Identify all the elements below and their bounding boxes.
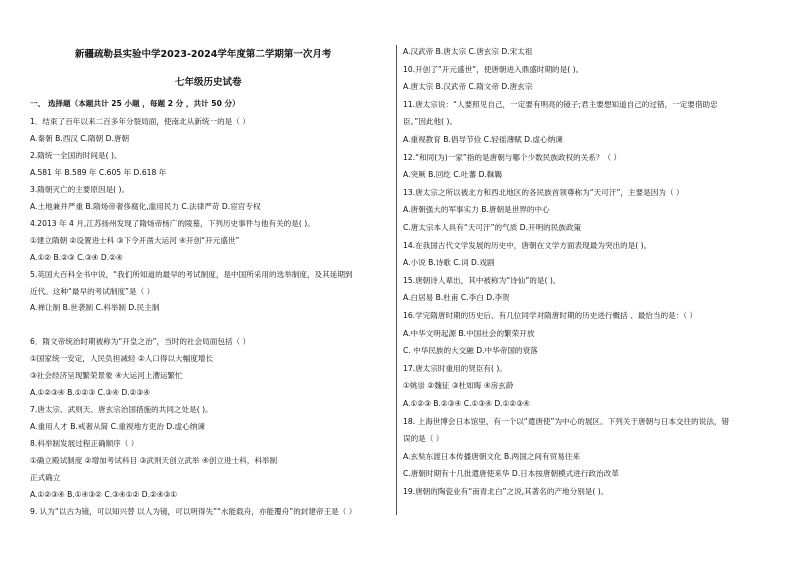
left-column bbox=[30, 0, 392, 561]
question-line: A.①② B.②③ C.③④ D.②④ bbox=[30, 252, 123, 262]
question-line: 15.唐朝诗人辈出，其中被称为“诗仙”的是( )。 bbox=[403, 275, 561, 285]
question-line: ①国家统一安定，人民负担减轻 ②人口得以大幅度增长 bbox=[30, 354, 214, 364]
question-line: 近代。这种“最早的考试制度”是（ ） bbox=[30, 286, 155, 296]
question-line: 误的是（ ） bbox=[403, 434, 444, 444]
question-line: A.唐朝强大的军事实力 B.唐朝是世界的中心 bbox=[403, 205, 550, 215]
question-line: 3.隋朝灭亡的主要原因是( )。 bbox=[30, 184, 130, 194]
question-line: 10.开创了“开元盛世”，使唐朝进入鼎盛时期的是( )。 bbox=[403, 64, 584, 74]
question-line: 12.“和同(为)一家”指的是唐朝与哪个少数民族政权的关系？（ ） bbox=[403, 152, 622, 162]
question-line: 1．结束了百年以来二百多年分裂局面，使南北从新统一的是（ ） bbox=[30, 117, 250, 126]
question-line: 7.唐太宗、武则天、唐玄宗治国措施的共同之处是( )。 bbox=[30, 405, 213, 415]
question-line: 11.唐太宗说：“人要照见自己，一定要有明亮的镜子;君主要想知道自己的过错，一定要借助忠 bbox=[403, 99, 718, 109]
question-line: A.小说 B.诗歌 C.词 D.戏剧 bbox=[403, 258, 495, 268]
question-line: A.土地兼并严重 B.隋炀帝奢侈腐化,滥用民力 C.法律严苛 D.宦官专权 bbox=[30, 201, 261, 211]
question-line: ①建立隋朝 ②设置进士科 ③下令开凿大运河 ④开创“开元盛世” bbox=[30, 235, 240, 245]
question-line: A.白居易 B.杜甫 C.李白 D.李贺 bbox=[403, 293, 510, 303]
question-line: A.玄奘东渡日本传播唐朝文化 B.两国之间有贸易往来 bbox=[403, 451, 580, 461]
question-line: 4.2013 年 4 月,江苏扬州发现了隋炀帝杨广的陵墓，下列历史事件与他有关的是( )。 bbox=[30, 218, 315, 228]
question-line: ①确立殿试制度 ②增加考试科目 ③武则天创立武举 ④创立进士科，科举制 bbox=[30, 456, 278, 465]
question-line: A.581 年 B.589 年 C.605 年 D.618 年 bbox=[30, 167, 167, 177]
exam-subtitle: 七年级历史试卷 bbox=[175, 77, 242, 88]
question-line: 5.英国大百科全书中说，“我们所知道的最早的考试制度，是中国所采用的选举制度，及其延期到 bbox=[30, 269, 353, 279]
question-line: 8.科举制发展过程正确顺序（ ） bbox=[30, 439, 139, 449]
question-line: A.禅让制 B.世袭制 C.科举制 D.民主制 bbox=[30, 303, 160, 313]
question-line: 16.学完隋唐时期的历史后、有几位同学对隋唐时期的历史进行概括 、最恰当的是：（ ） bbox=[403, 311, 698, 320]
question-line: 18. 上海世博会日本馆里，有一个以“遣唐使”为中心的展区。下列关于唐朝与日本交往的说法，错 bbox=[403, 416, 730, 426]
exam-title: 新疆疏勒县实验中学2023-2024学年度第二学期第一次月考 bbox=[75, 49, 332, 60]
question-line: A.①②③ B.②③④ C.①③④ D.①②③④ bbox=[403, 399, 530, 408]
question-line: C. 中华民族的大交融 D.中华帝国的衰落 bbox=[403, 346, 538, 356]
question-line: 17.唐太宗时重用的贤臣有( )。 bbox=[403, 363, 507, 373]
question-line: A.重视教育 B.倡导节俭 C.轻徭薄赋 D.虚心纳谏 bbox=[403, 135, 563, 144]
question-line: 9. 认为“以古为镜，可以知兴替 以人为镜，可以明得失”“水能载舟，亦能覆舟”的封建帝王是（ ） bbox=[30, 506, 357, 516]
right-column bbox=[403, 0, 775, 561]
question-line: A.中华文明起源 B.中国社会的繁荣开放 bbox=[403, 328, 535, 338]
question-line: A.重用人才 B.戒奢从简 C.重视地方吏治 D.虚心纳谏 bbox=[30, 422, 206, 432]
question-line: C.唐朝时期有十几批遣唐使来华 D.日本按唐朝模式进行政治改革 bbox=[403, 469, 619, 479]
question-line: ③社会经济呈现繁荣景象 ④大运河上漕运繁忙 bbox=[30, 371, 183, 381]
section-heading: 一、 选择题（本题共计 25 小题 ，每题 2 分 ，共计 50 分） bbox=[30, 99, 240, 108]
question-line: A.①②③④ B.①②③ C.③④ D.②③④ bbox=[30, 388, 151, 398]
question-line: 正式确立 bbox=[30, 472, 61, 482]
question-line: C.唐太宗本人具有“天可汗”的气质 D.开明的民族政策 bbox=[403, 223, 582, 232]
question-line: 2.隋统一全国的时间是( )。 bbox=[30, 150, 122, 160]
question-line: 13.唐太宗之所以被北方和西北地区的各民族首领尊称为“天可汗”，主要是因为（ ） bbox=[403, 187, 684, 197]
question-line: A.①②③④ B.①④③② C.③④①② D.②④③① bbox=[30, 489, 178, 499]
question-line: ①姚崇 ②魏征 ③杜如晦 ④房玄龄 bbox=[403, 381, 514, 391]
column-divider bbox=[396, 45, 397, 515]
question-line: A.唐太宗 B.汉武帝 C.隋文帝 D.唐玄宗 bbox=[403, 82, 533, 92]
question-line: 臣。”因此他( )。 bbox=[403, 117, 458, 127]
question-line: A.秦朝 B.西汉 C.隋朝 D.唐朝 bbox=[30, 133, 130, 143]
question-line: 14.在我国古代文学发展的历史中，唐朝在文学方面表现最为突出的是( )。 bbox=[403, 240, 652, 250]
question-line: A.汉武帝 B.唐太宗 C.唐玄宗 D.宋太祖 bbox=[403, 47, 533, 56]
question-line: 6．隋文帝统治时期被称为“开皇之治”，当时的社会局面包括（ ） bbox=[30, 337, 251, 347]
question-line: 19.唐朝的陶瓷业有“南青北白”之说,其著名的产地分别是( )。 bbox=[403, 487, 609, 496]
question-line: A.突厥 B.回纥 C.吐蕃 D.靺鞨 bbox=[403, 170, 503, 180]
